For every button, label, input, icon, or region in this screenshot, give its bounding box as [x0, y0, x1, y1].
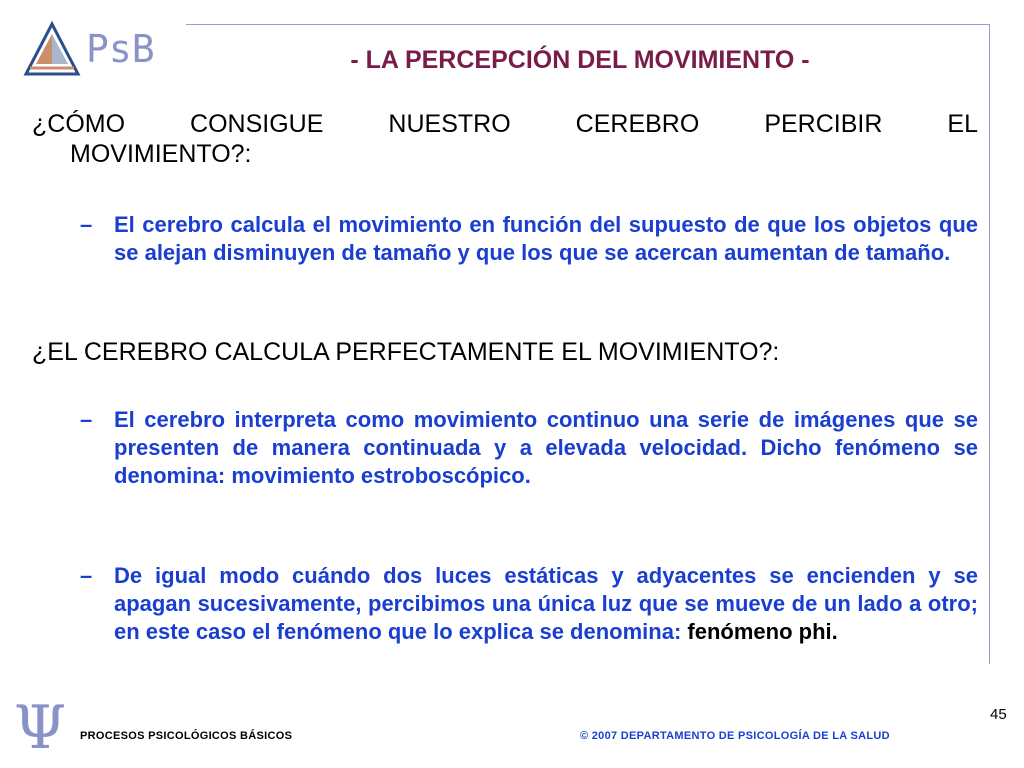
question-1-line-2: MOVIMIENTO?:	[70, 140, 252, 168]
phi-term: fenómeno phi.	[687, 619, 838, 644]
psi-icon	[10, 694, 70, 756]
question-1-line-1: ¿CÓMO CONSIGUE NUESTRO CEREBRO PERCIBIR EL	[32, 110, 978, 138]
dash-marker: –	[80, 563, 93, 588]
question-2: ¿EL CEREBRO CALCULA PERFECTAMENTE EL MOVIMIENTO?:	[32, 338, 780, 366]
footer-course-name: PROCESOS PSICOLÓGICOS BÁSICOS	[80, 730, 293, 742]
footer-copyright: © 2007 DEPARTAMENTO DE PSICOLOGÍA DE LA SALUD	[580, 730, 890, 742]
bullet-1	[80, 211, 978, 267]
bullet-3	[80, 562, 978, 646]
dash-marker: –	[80, 212, 93, 237]
logo-text: PsB	[86, 27, 155, 71]
svg-text:Ψ: Ψ	[13, 694, 67, 756]
bullet-2	[80, 406, 978, 490]
frame-right-line	[989, 24, 990, 664]
bullet-3-text: De igual modo cuándo dos luces estáticas y adyacentes se encienden y se apagan sucesivamente, percibimos una única luz que se mueve de un lado a otro; en este caso el fenómeno que lo explica se denomina: fenómeno phi.	[114, 563, 978, 644]
frame-top-line	[186, 24, 990, 25]
slide-title: - LA PERCEPCIÓN DEL MOVIMIENTO -	[350, 46, 810, 74]
bullet-2-text: El cerebro interpreta como movimiento continuo una serie de imágenes que se presenten de manera continuada y a elevada velocidad. Dicho fenómeno se denomina: movimiento estroboscópico.	[114, 407, 978, 488]
dash-marker: –	[80, 407, 93, 432]
page-number: 45	[990, 706, 1007, 723]
psb-logo	[22, 18, 172, 80]
bullet-1-text: El cerebro calcula el movimiento en función del supuesto de que los objetos que se alejan disminuyen de tamaño y que los que se acercan aumentan de tamaño.	[114, 212, 978, 265]
